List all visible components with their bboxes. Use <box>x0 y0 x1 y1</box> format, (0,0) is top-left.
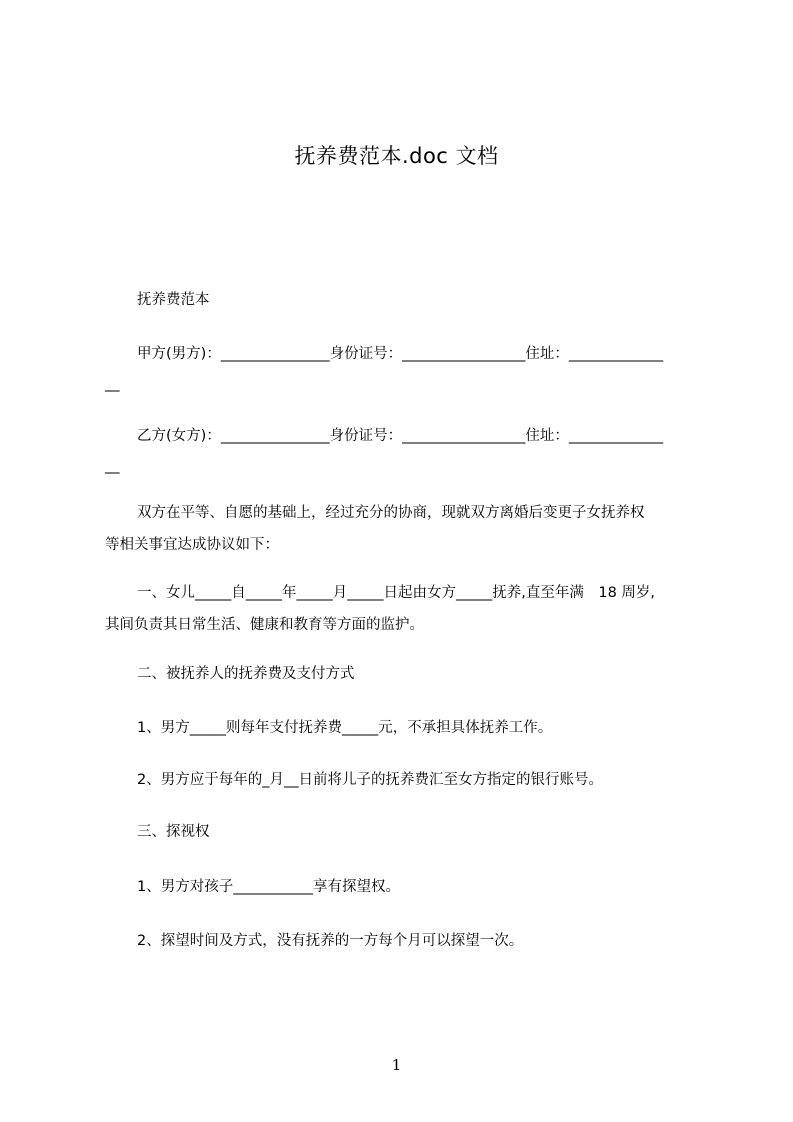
document-title: 抚养费范本.doc 文档 <box>294 144 499 168</box>
clause-1-line-1: 一、女儿_____自_____年_____月_____日起由女方_____抚养,直至年满 18 周岁, <box>137 585 656 601</box>
item-3-1: 1、男方对孩子___________享有探望权。 <box>137 879 400 895</box>
item-2-2: 2、男方应于每年的_月__日前将儿子的抚养费汇至女方指定的银行账号。 <box>137 772 603 788</box>
party-b-line-tail: __ <box>105 458 120 474</box>
item-3-2: 2、探望时间及方式，没有抚养的一方每个月可以探望一次。 <box>137 933 524 949</box>
intro-line-2: 等相关事宜达成协议如下： <box>105 537 279 553</box>
section-3-heading: 三、探视权 <box>137 824 210 840</box>
document-heading: 抚养费范本 <box>137 292 210 308</box>
item-2-1: 1、男方_____则每年支付抚养费_____元，不承担具体抚养工作。 <box>137 720 553 736</box>
intro-paragraph <box>105 497 705 561</box>
page-number: 1 <box>391 1056 402 1074</box>
party-a-line: 甲方(男方)：_______________身份证号：_________________住址：_____________ <box>137 346 664 362</box>
clause-1-line-2: 其间负责其日常生活、健康和教育等方面的监护。 <box>105 617 424 633</box>
clause-1-paragraph <box>105 577 705 641</box>
intro-line-1: 双方在平等、自愿的基础上，经过充分的协商，现就双方离婚后变更子女抚养权 <box>137 505 645 521</box>
party-b-line: 乙方(女方)：_______________身份证号：_________________住址：_____________ <box>137 428 664 444</box>
party-a-line-tail: __ <box>105 376 120 392</box>
section-2-heading: 二、被抚养人的抚养费及支付方式 <box>137 666 355 682</box>
